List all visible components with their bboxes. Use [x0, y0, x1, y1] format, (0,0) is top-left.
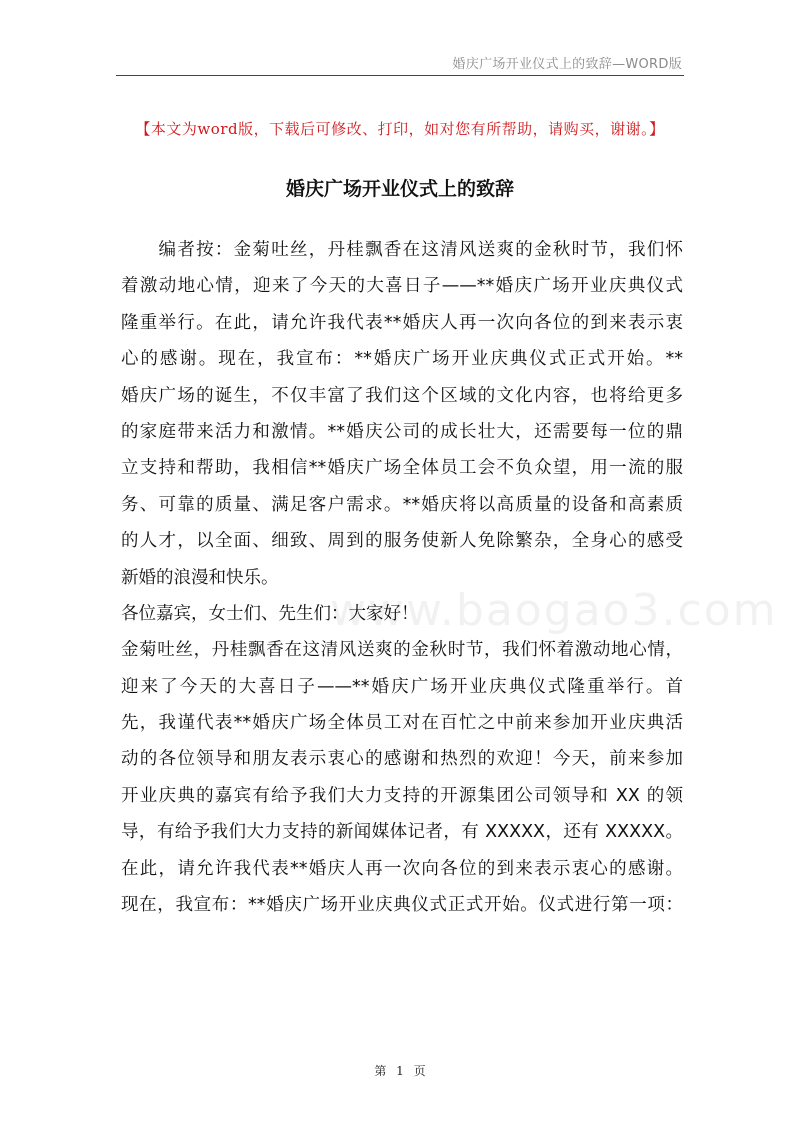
- body-line: 立支持和帮助，我相信**婚庆广场全体员工会不负众望，用一流的服: [121, 458, 683, 479]
- body-line: 的人才，以全面、细致、周到的服务使新人免除繁杂，全身心的感受: [121, 531, 683, 552]
- body-line: 编者按：金菊吐丝，丹桂飘香在这清风送爽的金秋时节，我们怀: [121, 240, 683, 260]
- body-line: 先，我谨代表**婚庆广场全体员工对在百忙之中前来参加开业庆典活: [121, 713, 683, 734]
- body-line: 新婚的浪漫和快乐。: [121, 567, 279, 588]
- download-notice: 【本文为word版，下载后可修改、打印，如对您有所帮助，请购买，谢谢。】: [135, 120, 665, 138]
- body-line: 婚庆广场的诞生，不仅丰富了我们这个区域的文化内容，也将给更多: [121, 385, 683, 406]
- document-title: 婚庆广场开业仪式上的致辞: [285, 178, 514, 200]
- watermark: www.baogao3.com: [330, 585, 778, 636]
- page-footer: [0, 1062, 800, 1079]
- body-line: 着激动地心情，迎来了今天的大喜日子——**婚庆广场开业庆典仪式: [121, 276, 683, 297]
- body-line: 导，有给予我们大力支持的新闻媒体记者，有 XXXXX，还有 XXXXX。: [121, 822, 683, 843]
- page-number: 1: [396, 1064, 404, 1078]
- body-line: 在此，请允许我代表**婚庆人再一次向各位的到来表示衷心的感谢。: [121, 858, 683, 879]
- footer-prefix: 第: [374, 1064, 387, 1078]
- body-line: 务、可靠的质量、满足客户需求。**婚庆将以高质量的设备和高素质: [121, 494, 683, 515]
- body-line: 金菊吐丝，丹桂飘香在这清风送爽的金秋时节，我们怀着激动地心情，: [121, 640, 683, 661]
- header-rule: [116, 75, 684, 76]
- body-line: 各位嘉宾，女士们、先生们：大家好！: [121, 603, 419, 624]
- body-line: 隆重举行。在此，请允许我代表**婚庆人再一次向各位的到来表示衷: [121, 312, 683, 333]
- document-body: [121, 232, 683, 923]
- footer-suffix: 页: [413, 1064, 426, 1078]
- running-header: 婚庆广场开业仪式上的致辞—WORD版: [452, 57, 682, 72]
- body-line: 现在，我宣布：**婚庆广场开业庆典仪式正式开始。仪式进行第一项：: [121, 895, 683, 916]
- body-line: 动的各位领导和朋友表示衷心的感谢和热烈的欢迎！今天，前来参加: [121, 749, 683, 770]
- body-line: 迎来了今天的大喜日子——**婚庆广场开业庆典仪式隆重举行。首: [121, 676, 683, 697]
- body-line: 开业庆典的嘉宾有给予我们大力支持的开源集团公司领导和 XX 的领: [121, 785, 683, 806]
- body-line: 心的感谢。现在，我宣布：**婚庆广场开业庆典仪式正式开始。**: [121, 349, 683, 370]
- body-line: 的家庭带来活力和激情。**婚庆公司的成长壮大，还需要每一位的鼎: [121, 421, 683, 442]
